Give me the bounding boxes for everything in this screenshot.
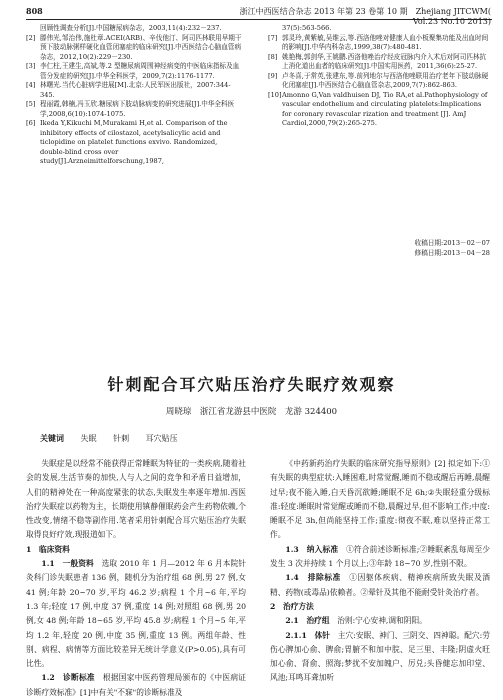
subsection-paragraph (270, 543, 490, 572)
keyword: 耳穴贴压 (145, 434, 178, 443)
subsection-paragraph (26, 671, 246, 700)
reference-item (268, 24, 490, 34)
reference-text: 回顾性调查分析[J].中国糖尿病杂志，2003,11(4):232－237. (40, 24, 222, 32)
article-dates (300, 239, 490, 258)
body-paragraph: 《中药新药治疗失眠的临床研究指导原则》[2] 拟定如下:①有失眠的典型症状:入睡困难,时常觉醒,睡而不稳或醒后再睡,晨醒过早;夜不能入睡,白天昏沉欲睡;睡眠不足 6h;②失眠轻重分级标准:轻度:睡眠时常觉醒或睡而不稳,晨醒过早,但不影响工作;中度:睡眠不足 3h,但尚能坚持工作;重度:彻夜不眠,难以坚持正常工作。 (270, 459, 490, 540)
reference-text: 姚艳梅,郭剑华,王姚鹏.西洛他唑治疗经皮冠脉内介入术后对阿司匹林抗上消化道出血者的临床研究[J].中国实用医药，2011,36(6):25-27. (282, 52, 487, 70)
reference-number: [3] (26, 62, 36, 70)
keywords-label: 关键词 (40, 433, 64, 443)
reference-item (268, 72, 490, 91)
subsection-text: 根据国家中医药管理局颁布的《中医病证诊断疗效标准》[1]中有关"不寐"的诊断标准及 (26, 673, 246, 697)
reference-number: [10] (268, 90, 282, 99)
subsection-text: 治则:宁心安神,调和阴阳。 (337, 616, 427, 626)
subsection-label: 1.4 排除标准 (285, 573, 341, 583)
subsection-label: 2.1.1 体针 (285, 630, 331, 640)
section-heading: 1 临床资料 (26, 544, 70, 554)
reference-number: [8] (268, 52, 278, 61)
subsection-paragraph (270, 571, 490, 600)
subsection-paragraph (26, 557, 246, 671)
reference-text: 37(5):563-566. (282, 24, 332, 32)
reference-text: 林曙光.当代心脏病学进展[M].北京:人民军医出版社，2007:344-345. (40, 81, 231, 99)
header-rule (26, 19, 492, 20)
reference-text: Amonno G,Van valdhuisen DJ, Tio RA,et al.Pathophysiology of vascular endothelium and circulating platelets:Implications for coronary revascular rization and treatment [J]. AmJ Cardiol,2000,79(2):265-275. (282, 90, 488, 127)
reference-item (26, 119, 244, 167)
subsection-text: ①符合前述诊断标准;②睡眠紊乱每周至少发生 3 次并持续 1 个月以上;③年龄 18~70 岁,性别不限。 (270, 544, 490, 569)
reference-number: [4] (26, 81, 36, 89)
reference-number: [2] (26, 33, 36, 42)
journal-header: 浙江中西医结合杂志 2013 年第 23 卷第 10 期 Zhejiang JITCWM( Vol.23 No.10 2013) (239, 7, 491, 26)
reference-number: [9] (268, 71, 278, 80)
keyword: 针刺 (113, 434, 130, 443)
subsection-paragraph (270, 614, 490, 628)
reference-item (268, 53, 490, 72)
reference-item (26, 81, 244, 100)
reference-text: 卢冬喜,于常英,张建东,等.前列地尔与西洛他唑联用治疗老年下肢动脉硬化闭塞症[J].中西医结合心脑血管杂志,2009,7(7):862-863. (282, 71, 489, 89)
reference-text: 郭灵玲,黄紫敏,吴维云,等.西洛他唑对健康人血小板聚集功能及出血时间的影响[J].中华内科杂志,1999,38(7):480-481. (282, 33, 489, 51)
keywords (40, 433, 192, 444)
received-date: 收稿日期:2013－02－07 (414, 239, 490, 247)
reference-item (268, 91, 490, 129)
author-line: 周晓琼 浙江省龙游县中医院 龙游 324400 (165, 407, 338, 417)
reference-item (26, 34, 244, 63)
subsection-text: 选取 2010 年 1 月—2012 年 6 月本院针灸科门诊失眠患者 136 例，随机分为治疗组 68 例,男 27 例,女 41 例;年龄 20~70 岁,平均 46.2 岁;病程 1 个月~6 年,平均 1.3 年;轻度 17 例,中度 37 例,重度 14 例;对照组 68 例,男 20 例,女 48 例;年龄 18~65 岁,平均 45.8 岁;病程 1 个月~5 年,平均 1.2 年,轻度 20 例,中度 35 例,重度 13 例。两组年龄、性别、病程、病情等方面比较差异无统计学意义(P>0.05),具有可比性。 (26, 559, 246, 669)
references-right (268, 24, 490, 129)
subsection-text: ①因躯体疾病、精神疾病所致失眠及酒精、药物(或毒品)依赖者。②晕针及其他不能耐受针灸治疗者。 (270, 573, 490, 597)
reference-item (26, 100, 244, 119)
reference-text: 李仁柱,王建生,高斌,等.2 型糖尿病周围神经病变的中医临床指标及血管分发症的研究[J].中华全科医学，2009,7(2):1176-1177. (40, 62, 240, 80)
subsection-label: 1.1 一般资料 (41, 559, 94, 569)
revised-date: 修稿日期:2013－04－28 (414, 248, 490, 257)
reference-item (268, 34, 490, 53)
subsection-label: 2.1 治疗组 (285, 616, 330, 626)
keyword: 失眠 (80, 434, 97, 443)
subsection-paragraph (270, 629, 490, 686)
article-title: 针刺配合耳穴贴压治疗失眠疗效观察 (107, 375, 396, 394)
reference-text: 程丽霞,韩楠,冯玉欣.糖尿病下肢动脉病变的研究进展[J].中华全科医学,2008,6(10):1074-1075. (40, 100, 235, 118)
page-number: 808 (26, 6, 43, 16)
subsection-label: 1.3 纳入标准 (285, 544, 339, 554)
body-column-right (270, 457, 490, 686)
section-heading: 2 治疗方法 (270, 601, 314, 611)
reference-number: [7] (268, 33, 278, 42)
reference-item (26, 62, 244, 81)
subsection-text: 主穴:安眠、神门、三阴交、四神聪。配穴:劳伤心脾加心俞、脾俞;胃腑不和加中脘、足三里、丰隆;阴虚火旺加心俞、肾俞、照海;梦扰不安加魄户、厉兑;头昏健忘加印堂、风池;耳鸣耳聋加听 (270, 630, 490, 683)
references-left (26, 24, 244, 167)
body-paragraph: 失眠症是以经常不能获得正常睡眠为特征的一类疾病,随着社会的发展,生活节奏的加快,人与人之间的竞争和矛盾日益增加，人们的精神处在一种高度紧张的状态,失眠发生率逐年增加.西医治疗失眠症以药物为主，长期使用镇静催眠药会产生药物依赖,个性改变,情绪不稳等副作用.笔者采用针刺配合耳穴贴压治疗失眠取得良好疗效,现报道如下。 (26, 459, 246, 540)
subsection-label: 1.2 诊断标准 (41, 673, 95, 683)
reference-item (26, 24, 244, 34)
reference-number: [5] (26, 100, 36, 108)
reference-text: Ikeda Y,Kikuchi M,Murakami H,et al. Comparison of the inhibitory effects of cilostazol, acetylsalicylic acid and ticlopidine on platelet functions exvivo. Randomized, double-blind cross over study[J].Arzneimittelforschung,1987, (40, 119, 228, 165)
reference-text: 滕伟光,邹治伟,施杜章.ACEI(ARB)、辛伐他汀、阿司匹林联用早期干预下肢动脉粥样硬化血管闭塞症的临床研究[J].中西医结合心脑血管病杂志，2012,10(2):229－230. (40, 33, 242, 61)
reference-number: [6] (26, 119, 36, 127)
body-column-left (26, 457, 246, 700)
